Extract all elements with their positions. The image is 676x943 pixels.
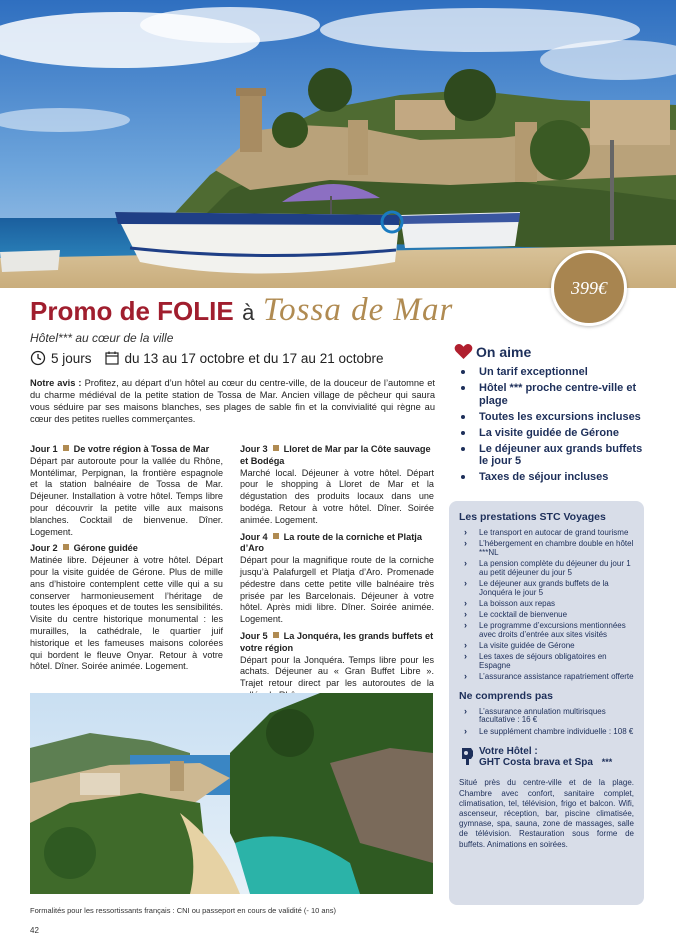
day-label: Jour 5 [240, 630, 268, 641]
list-item: Un tarif exceptionnel [454, 366, 654, 379]
gold-square-icon [63, 544, 69, 550]
day-title: De votre région à Tossa de Mar [73, 444, 210, 454]
gold-square-icon [273, 445, 279, 451]
title-destination: Tossa de Mar [262, 292, 454, 328]
hotel-subtitle: Hôtel*** au cœur de la ville [30, 331, 174, 345]
hotel-name: GHT Costa brava et Spa [479, 757, 593, 769]
hotel-key-icon [459, 746, 477, 766]
list-item: › Le programme d’excursions mentionnées avec droits d’entrée aux sites visités [459, 622, 634, 640]
day-heading [240, 532, 434, 556]
list-item: Taxes de séjour incluses [454, 471, 654, 484]
itinerary-column-right [240, 444, 434, 707]
on-aime-heading [454, 343, 654, 360]
day-heading [240, 631, 434, 655]
footnote: Formalités pour les ressortissants français : CNI ou passeport en cours de validité (- 10 ans) [30, 906, 336, 915]
list-item: › Le supplément chambre individuelle : 108 € [459, 728, 634, 737]
itinerary-column-left [30, 444, 223, 678]
tossa-bay-image [30, 693, 433, 894]
day-label: Jour 3 [240, 444, 268, 454]
list-item: › L’hébergement en chambre double en hôtel ***NL [459, 540, 634, 558]
list-item: La visite guidée de Gérone [454, 427, 654, 440]
page-number: 42 [30, 926, 39, 935]
day-text: Marché local. Déjeuner à votre hôtel. Départ pour le shopping à Lloret de Mar et la dégustation des produits locaux dans une bodéga. Retour à votre hôtel. Dîner. Soirée animée. Logement. [240, 467, 434, 525]
hotel-description: Situé près du centre-ville et de la plage. Chambre avec confort, sanitaire complet, climatisation, tel, télévision, frigo et balcon. Wifi, ascenseur, réception, bar, piscine climatisée, gymnase, spa, sauna, zone de massages, salle de télévision. Restauration sous forme de buffets. Animations en soirées. [459, 778, 634, 849]
clock-icon [30, 350, 46, 366]
gold-square-icon [273, 632, 279, 638]
list-item: › Le cocktail de bienvenue [459, 611, 634, 620]
hero-photo [0, 0, 676, 288]
list-item: › La visite guidée de Gérone [459, 642, 634, 651]
price-badge: 399€ [551, 250, 627, 326]
day-title: La route de la corniche et Platja d’Aro [240, 531, 422, 554]
title-promo: Promo de FOLIE [30, 296, 234, 326]
day-text: Départ pour la magnifique route de la corniche jusqu’à Palafurgell et Platja d’Aro. Promenade pédestre dans cette petite ville balnéaire très prisée par les Barcelonais. Déjeuner à votre hôtel. Après midi libre. Dîner. Soirée animée. Logement. [240, 555, 434, 625]
list-item: › Le transport en autocar de grand tourisme [459, 529, 634, 538]
notre-avis [30, 377, 435, 425]
tossa-castle-beach-image [0, 0, 676, 288]
day-label: Jour 2 [30, 543, 58, 554]
gold-square-icon [63, 445, 69, 451]
list-item: › L’assurance annulation multirisques facultative : 16 € [459, 708, 634, 726]
avis-text: Profitez, au départ d’un hôtel au cœur du centre-ville, de la douceur de l’automne et du charme médiéval de la petite station de Tossa de Mar. Ancien village de pêcheur qui saura vous séduire par ses maisons blanches, ses plages de sable fin et la convivialité qui règne au cœur des petites ruelles commerçantes. [30, 378, 435, 424]
calendar-icon [104, 350, 120, 366]
coastline-photo [30, 693, 433, 894]
day-title: Gérone guidée [73, 543, 138, 554]
day-heading [240, 444, 434, 468]
hotel-heading [459, 746, 634, 768]
gold-square-icon [273, 533, 279, 539]
day-label: Jour 4 [240, 531, 268, 542]
heart-icon [454, 343, 473, 360]
on-aime-section [454, 343, 654, 487]
day-title: Lloret de Mar par la Côte sauvage et Bodéga [240, 444, 431, 466]
list-item: › Le déjeuner aux grands buffets de la Jonquéra le jour 5 [459, 580, 634, 598]
avis-label: Notre avis : [30, 378, 82, 388]
trip-dates-row [30, 350, 383, 366]
on-aime-title: On aime [476, 343, 532, 360]
prestations-box [449, 501, 644, 905]
list-item: Hôtel *** proche centre-ville et plage [454, 382, 654, 407]
day-text: Départ pour la Jonquéra. Temps libre pour les achats. Déjeuner au « Gran Buffet Libre ». Trajet retour direct par les autoroutes de la [240, 654, 434, 689]
list-item: › L’assurance assistance rapatriement offerte [459, 673, 634, 682]
title-connector: à [242, 300, 255, 325]
duration: 5 jours [51, 350, 92, 366]
date-range: du 13 au 17 octobre et du 17 au 21 octobre [124, 350, 384, 366]
hotel-label: Votre Hôtel : [479, 746, 538, 758]
list-item: Toutes les excursions incluses [454, 411, 654, 424]
list-item: Le déjeuner aux grands buffets le jour 5 [454, 443, 654, 468]
hotel-stars: *** [601, 757, 613, 768]
day-label: Jour 1 [30, 444, 58, 454]
day-heading [30, 444, 223, 456]
list-item: › Les taxes de séjours obligatoires en Espagne [459, 653, 634, 671]
list-item: › La pension complète du déjeuner du jour 1 au petit déjeuner du jour 5 [459, 560, 634, 578]
list-item: › La boisson aux repas [459, 600, 634, 609]
page-title [30, 292, 453, 329]
day-text: Matinée libre. Déjeuner à votre hôtel. Départ pour la visite guidée de Gérone. Plus de mille ans d’histoire contemplent cette ville qui a su conserver harmonieusement l’héritage de toutes les époques et de toutes les sensibilités. Visite du centre historique monumental : les murailles, la cathédrale, le quartier juif historique et les fameuses maisons colorées qui bordent le fleuve Onyar. Retour à votre hôtel. Dîner. Soirée animée. Logement. [30, 555, 223, 672]
day-heading [30, 543, 223, 555]
prestations-heading: Les prestations STC Voyages [459, 511, 606, 523]
non-compris-heading: Ne comprends pas [459, 689, 553, 702]
day-title: La Jonquéra, les grands buffets et votre région [240, 630, 434, 653]
day-text: Départ par autoroute pour la vallée du Rhône, Montélimar, Perpignan, la frontière espagnole et la station balnéaire de Tossa de Mar. Déjeuner. Installation à votre hôtel. Temps libre pour découvrir la petite ville aux maisons blanches. Cocktail de bienvenue. Dîner. Logement. [30, 455, 223, 537]
